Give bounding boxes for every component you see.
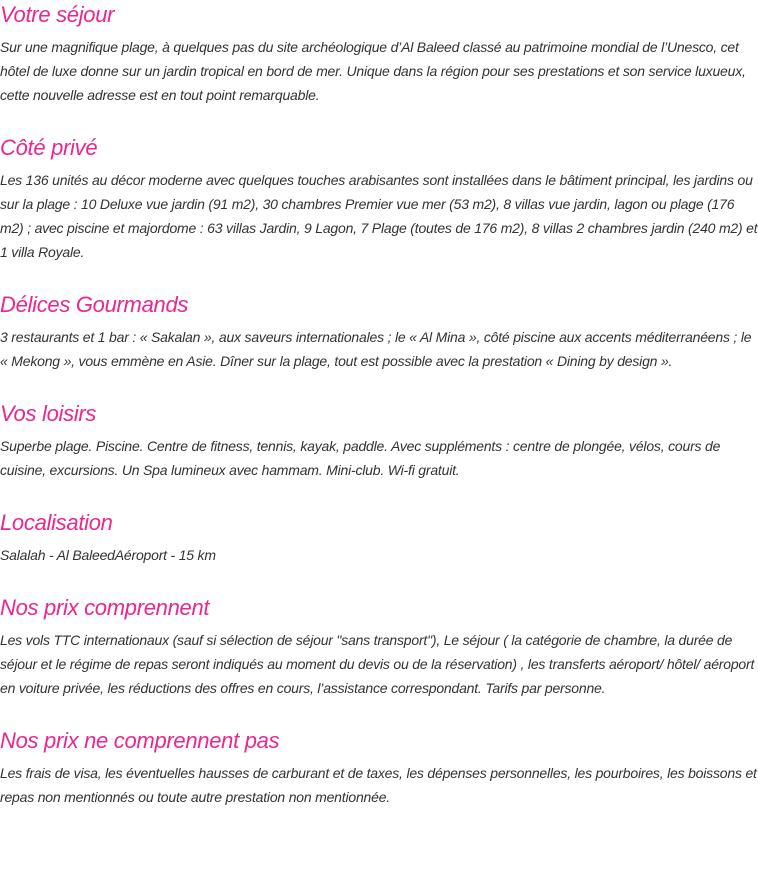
section-body: Les vols TTC internationaux (sauf si sélection de séjour "sans transport"), Le séjour ( la catégorie de chambre, la durée de séjour et le régime de repas seront indiqués au moment du devis ou de la réservation) , les transferts aéroport/ hôtel/ aéroport en voiture privée, les réductions des offres en cours, l’assistance correspondant. Tarifs par personne. <box>0 632 755 696</box>
section-body: Salalah - Al BaleedAéroport - 15 km <box>0 547 216 563</box>
section-vos-loisirs <box>0 400 758 482</box>
section-body: Les 136 unités au décor moderne avec quelques touches arabisantes sont installées dans le bâtiment principal, les jardins ou sur la plage : 10 Deluxe vue jardin (91 m2), 30 chambres Premier vue mer (53 m2), 8 villas vue jardin, lagon ou plage (176 m2) ; avec piscine et majordome : 63 villas Jardin, 9 Lagon, 7 Plage (toutes de 176 m2), 8 villas 2 chambres jardin (240 m2) et 1 villa Royale. <box>0 172 758 260</box>
section-cote-prive <box>0 134 758 264</box>
section-nos-prix-comprennent <box>0 594 758 700</box>
section-title: Votre séjour <box>0 2 115 27</box>
section-title: Délices Gourmands <box>0 292 189 317</box>
section-body: Superbe plage. Piscine. Centre de fitness, tennis, kayak, paddle. Avec suppléments : centre de plongée, vélos, cours de cuisine, excursions. Un Spa lumineux avec hammam. Mini-club. Wi-fi gratuit. <box>0 438 721 478</box>
section-title: Nos prix ne comprennent pas <box>0 728 280 753</box>
section-title: Côté privé <box>0 135 98 160</box>
section-title: Localisation <box>0 510 113 535</box>
section-body: Les frais de visa, les éventuelles hausses de carburant et de taxes, les dépenses personnelles, les pourboires, les boissons et repas non mentionnés ou toute autre prestation non mentionnée. <box>0 765 757 805</box>
section-delices-gourmands <box>0 291 758 373</box>
section-title: Nos prix comprennent <box>0 595 210 620</box>
page-content <box>0 1 758 809</box>
section-body: Sur une magnifique plage, à quelques pas du site archéologique d’Al Baleed classé au patrimoine mondial de l’Unesco, cet hôtel de luxe donne sur un jardin tropical en bord de mer. Unique dans la région pour ses prestations et son service luxueux, cette nouvelle adresse est en tout point remarquable. <box>0 39 746 103</box>
section-body: 3 restaurants et 1 bar : « Sakalan », aux saveurs internationales ; le « Al Mina », côté piscine aux accents méditerranéens ; le « Mekong », vous emmène en Asie. Dîner sur la plage, tout est possible avec la prestation « Dining by design ». <box>0 329 752 369</box>
section-title: Vos loisirs <box>0 401 97 426</box>
section-localisation <box>0 509 758 567</box>
section-votre-sejour <box>0 1 758 107</box>
section-nos-prix-ne-comprennent-pas <box>0 727 758 809</box>
